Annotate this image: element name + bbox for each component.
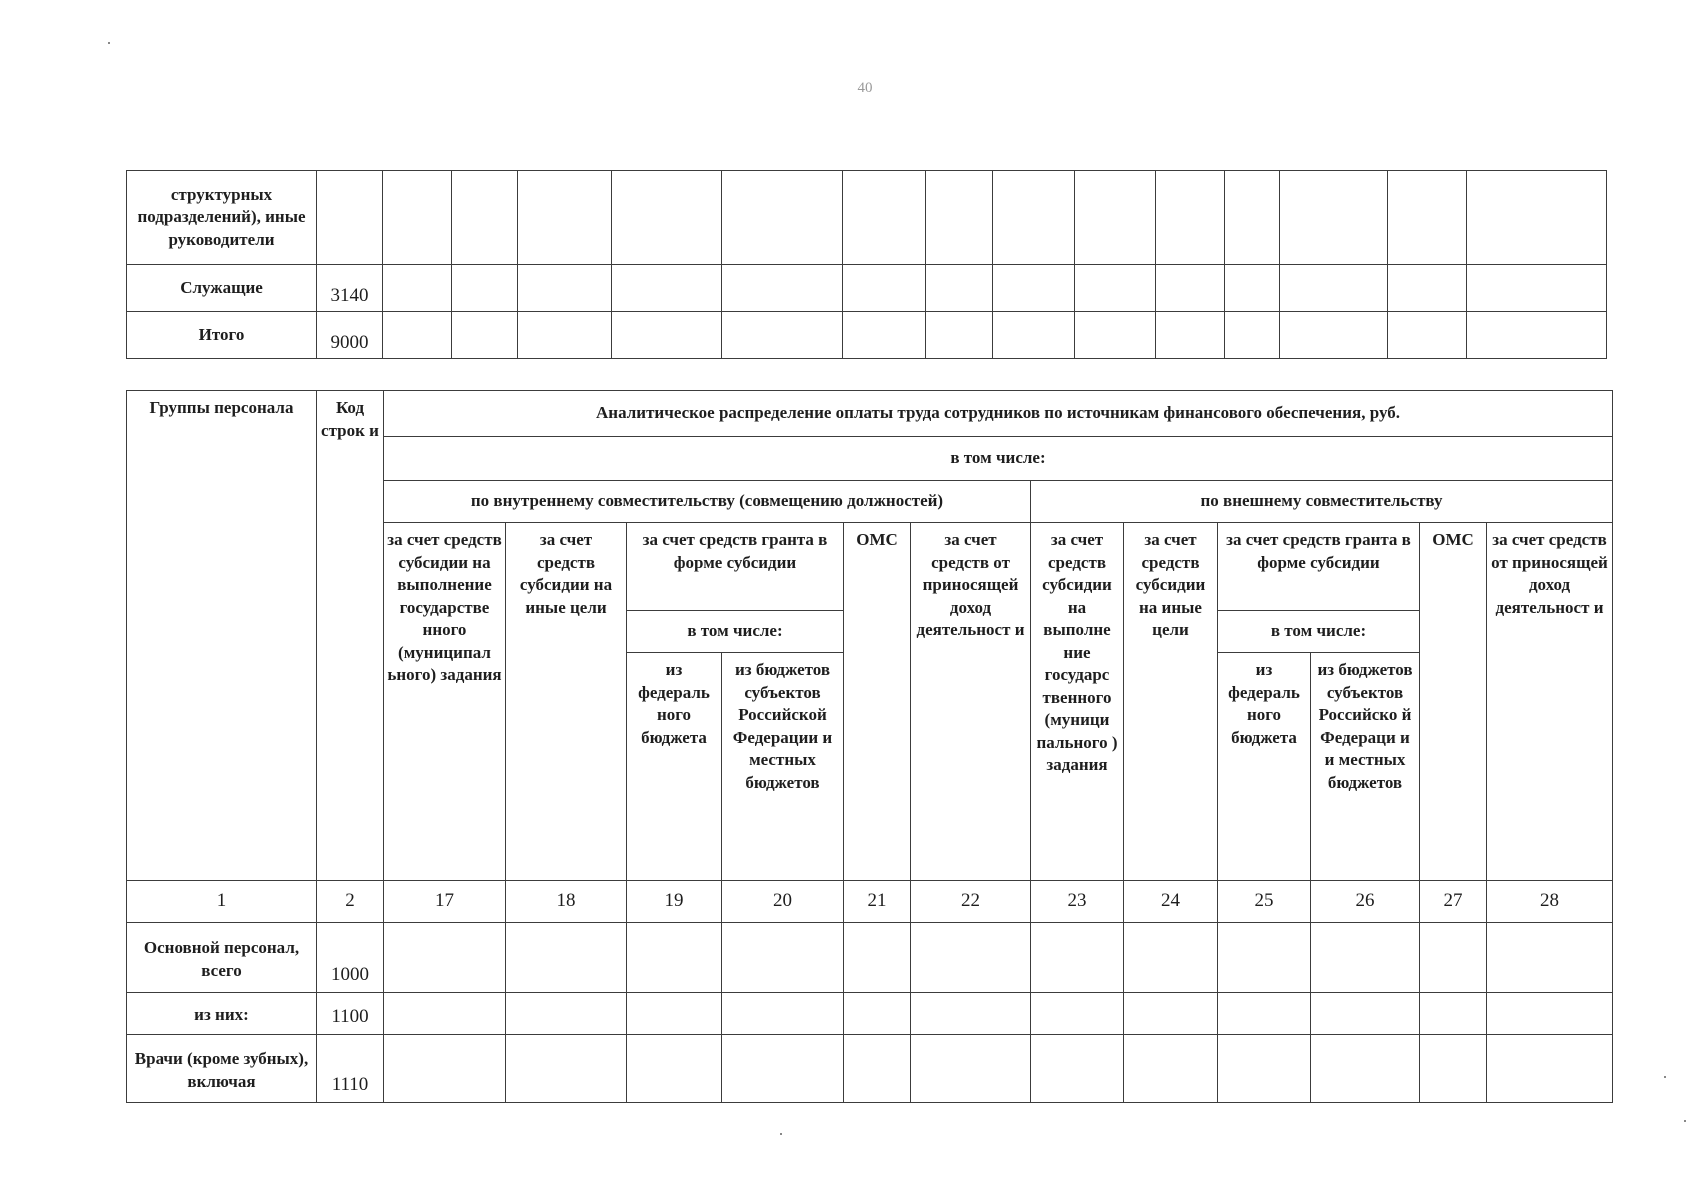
empty-cell [1388, 171, 1467, 265]
empty-cell [1311, 923, 1420, 993]
empty-cell [1280, 265, 1388, 312]
empty-cell [1031, 1035, 1124, 1103]
group-cell: структурных подразделений), иные руководители [127, 171, 317, 265]
header-int-subsidy-task: за счет средств субсидии на выполнение государстве нного (муниципал ьного) задания [384, 523, 506, 881]
table-row [127, 923, 1613, 993]
empty-cell [506, 1035, 627, 1103]
empty-cell [843, 265, 926, 312]
empty-cell [383, 312, 452, 359]
empty-cell [911, 923, 1031, 993]
header-ext-grant-federal: из федераль ного бюджета [1218, 653, 1311, 881]
group-cell: Итого [127, 312, 317, 359]
empty-cell [722, 923, 844, 993]
salary-distribution-table [126, 390, 1613, 1103]
group-cell: из них: [127, 993, 317, 1035]
group-cell: Врачи (кроме зубных), включая [127, 1035, 317, 1103]
empty-cell [926, 265, 993, 312]
empty-cell [1075, 171, 1156, 265]
empty-cell [518, 171, 612, 265]
column-number: 27 [1420, 881, 1487, 923]
empty-cell [722, 312, 843, 359]
empty-cell [1280, 312, 1388, 359]
empty-cell [383, 265, 452, 312]
column-number: 22 [911, 881, 1031, 923]
empty-cell [384, 1035, 506, 1103]
page-number: 40 [857, 80, 873, 96]
column-number: 18 [506, 881, 627, 923]
empty-cell [993, 312, 1075, 359]
empty-cell [612, 171, 722, 265]
column-number: 26 [1311, 881, 1420, 923]
header-ext-subsidy-other: за счет средств субсидии на иные цели [1124, 523, 1218, 881]
empty-cell [843, 171, 926, 265]
header-ext-subsidy-task: за счет средств субсидии на выполне ние государс твенного (муници пального ) задания [1031, 523, 1124, 881]
empty-cell [844, 1035, 911, 1103]
empty-cell [722, 171, 843, 265]
header-int-grant: за счет средств гранта в форме субсидии [627, 523, 844, 611]
header-external: по внешнему совместительству [1031, 481, 1613, 523]
column-number: 1 [127, 881, 317, 923]
empty-cell [1487, 1035, 1613, 1103]
column-number: 28 [1487, 881, 1613, 923]
empty-cell [843, 312, 926, 359]
header-int-grant-regional: из бюджетов субъектов Российской Федерации и местных бюджетов [722, 653, 844, 881]
empty-cell [1280, 171, 1388, 265]
column-number: 24 [1124, 881, 1218, 923]
column-number: 17 [384, 881, 506, 923]
header-int-grant-federal: из федераль ного бюджета [627, 653, 722, 881]
empty-cell [1124, 923, 1218, 993]
continuation-table [126, 170, 1607, 359]
empty-cell [384, 993, 506, 1035]
code-cell: 3140 [317, 265, 383, 312]
empty-cell [1225, 171, 1280, 265]
empty-cell [1311, 993, 1420, 1035]
header-ext-grant-regional: из бюджетов субъектов Российско й Федераци и и местных бюджетов [1311, 653, 1420, 881]
scan-speck [780, 1133, 782, 1135]
empty-cell [1124, 1035, 1218, 1103]
empty-cell [1420, 923, 1487, 993]
empty-cell [926, 171, 993, 265]
empty-cell [612, 265, 722, 312]
empty-cell [1225, 312, 1280, 359]
empty-cell [627, 923, 722, 993]
empty-cell [911, 1035, 1031, 1103]
empty-cell [627, 1035, 722, 1103]
empty-cell [627, 993, 722, 1035]
column-number-row [127, 881, 1613, 923]
column-number: 20 [722, 881, 844, 923]
empty-cell [1156, 265, 1225, 312]
code-cell: 1100 [317, 993, 384, 1035]
header-title: Аналитическое распределение оплаты труда сотрудников по источникам финансового обеспечения, руб. [384, 391, 1613, 437]
header-int-grant-including: в том числе: [627, 611, 844, 653]
empty-cell [926, 312, 993, 359]
empty-cell [1420, 1035, 1487, 1103]
header-group-col: Группы персонала [127, 391, 317, 881]
scan-speck [1684, 1120, 1686, 1122]
empty-cell [844, 923, 911, 993]
code-cell [317, 171, 383, 265]
empty-cell [722, 1035, 844, 1103]
empty-cell [452, 265, 518, 312]
column-number: 25 [1218, 881, 1311, 923]
empty-cell [1218, 923, 1311, 993]
group-cell: Служащие [127, 265, 317, 312]
code-cell: 1110 [317, 1035, 384, 1103]
header-ext-oms: ОМС [1420, 523, 1487, 881]
empty-cell [1218, 1035, 1311, 1103]
header-int-subsidy-other: за счет средств субсидии на иные цели [506, 523, 627, 881]
empty-cell [1075, 265, 1156, 312]
header-including: в том числе: [384, 437, 1613, 481]
empty-cell [518, 312, 612, 359]
empty-cell [1225, 265, 1280, 312]
header-ext-grant-including: в том числе: [1218, 611, 1420, 653]
empty-cell [1124, 993, 1218, 1035]
empty-cell [1311, 1035, 1420, 1103]
empty-cell [612, 312, 722, 359]
table-row [127, 171, 1607, 265]
empty-cell [1031, 923, 1124, 993]
empty-cell [383, 171, 452, 265]
empty-cell [722, 265, 843, 312]
table-row [127, 993, 1613, 1035]
header-ext-grant: за счет средств гранта в форме субсидии [1218, 523, 1420, 611]
header-internal: по внутреннему совместительству (совмещению должностей) [384, 481, 1031, 523]
empty-cell [1388, 312, 1467, 359]
column-number: 2 [317, 881, 384, 923]
group-cell: Основной персонал, всего [127, 923, 317, 993]
empty-cell [1031, 993, 1124, 1035]
empty-cell [1467, 171, 1607, 265]
empty-cell [993, 171, 1075, 265]
table-row [127, 1035, 1613, 1103]
empty-cell [1075, 312, 1156, 359]
header-ext-income: за счет средств от приносящей доход деятельност и [1487, 523, 1613, 881]
header-row [127, 391, 1613, 437]
code-cell: 9000 [317, 312, 383, 359]
header-code-col: Код строк и [317, 391, 384, 881]
empty-cell [993, 265, 1075, 312]
column-number: 23 [1031, 881, 1124, 923]
empty-cell [1156, 171, 1225, 265]
empty-cell [1420, 993, 1487, 1035]
scan-speck [1664, 1076, 1666, 1078]
scan-speck [108, 42, 110, 44]
empty-cell [911, 993, 1031, 1035]
code-cell: 1000 [317, 923, 384, 993]
header-int-income: за счет средств от приносящей доход деятельност и [911, 523, 1031, 881]
empty-cell [1218, 993, 1311, 1035]
empty-cell [1156, 312, 1225, 359]
column-number: 21 [844, 881, 911, 923]
empty-cell [1487, 993, 1613, 1035]
empty-cell [1487, 923, 1613, 993]
empty-cell [722, 993, 844, 1035]
header-int-oms: ОМС [844, 523, 911, 881]
empty-cell [506, 923, 627, 993]
empty-cell [518, 265, 612, 312]
empty-cell [1467, 312, 1607, 359]
table-row [127, 265, 1607, 312]
empty-cell [1388, 265, 1467, 312]
empty-cell [452, 171, 518, 265]
empty-cell [506, 993, 627, 1035]
empty-cell [844, 993, 911, 1035]
empty-cell [384, 923, 506, 993]
table-row [127, 312, 1607, 359]
empty-cell [1467, 265, 1607, 312]
column-number: 19 [627, 881, 722, 923]
empty-cell [452, 312, 518, 359]
